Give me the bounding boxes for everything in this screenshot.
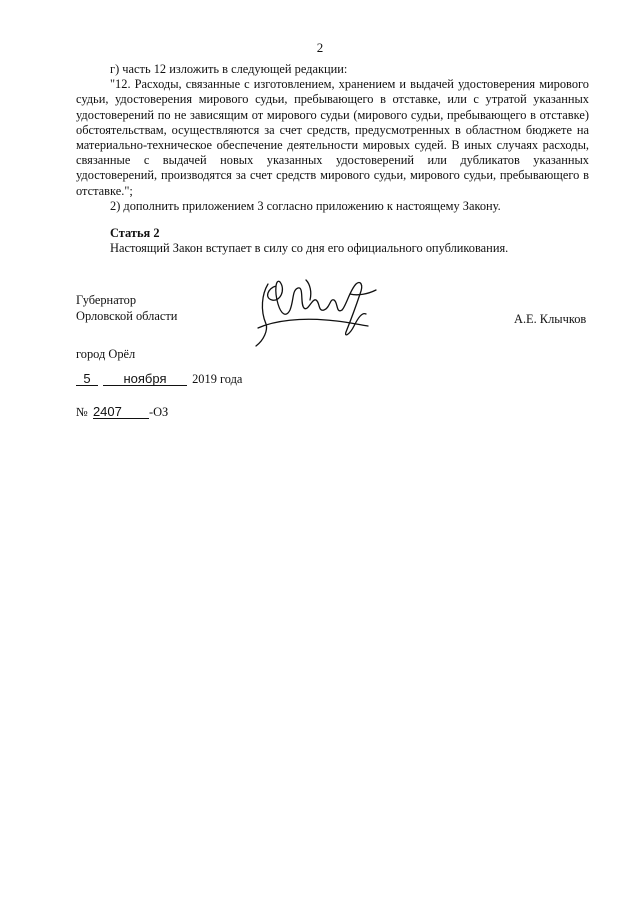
date-year: 2019 года [192,372,243,386]
position-line-1: Губернатор [76,293,137,307]
position-line-2: Орловской области [76,309,178,323]
item-2: 2) дополнить приложением 3 согласно приложению к настоящему Закону. [110,198,501,213]
date-day: 5 [76,372,98,386]
law-number: 2407 [93,405,149,419]
body-text [76,62,589,214]
number-prefix: № [76,405,88,419]
article-2 [110,226,590,256]
date-line [76,372,242,387]
governor-position [76,292,256,324]
place: город Орёл [76,347,136,361]
handwritten-signature [246,270,384,350]
article-title: Статья 2 [110,226,160,240]
number-suffix: -ОЗ [148,405,169,419]
date-month: ноября [103,372,187,386]
page-number: 2 [316,40,324,55]
article-text: Настоящий Закон вступает в силу со дня его официального опубликования. [110,241,509,256]
quoted-paragraph-12: "12. Расходы, связанные с изготовлением, хранением и выдачей удостоверения мирового судьи, удостоверения мирового судьи, пребывающего в отставке, или с утратой указанных удостоверений по не зависящим от мирового судьи (мирового судьи, пребывающего в отставке) обстоятельствам, осуществляются за счет средств, предусмотренных в областном бюджете на материально-техническое обеспечение деятельности мировых судей. В иных случаях расходы, связанные с выдачей новых указанных удостоверений или дубликатов указанных удостоверений, производятся за счет средств мирового судьи, мирового судьи, пребывающего в отставке."; [76,77,589,198]
law-number-line [76,405,168,420]
signatory-name: А.Е. Клычков [514,312,587,326]
item-g: г) часть 12 изложить в следующей редакции: [110,62,348,76]
